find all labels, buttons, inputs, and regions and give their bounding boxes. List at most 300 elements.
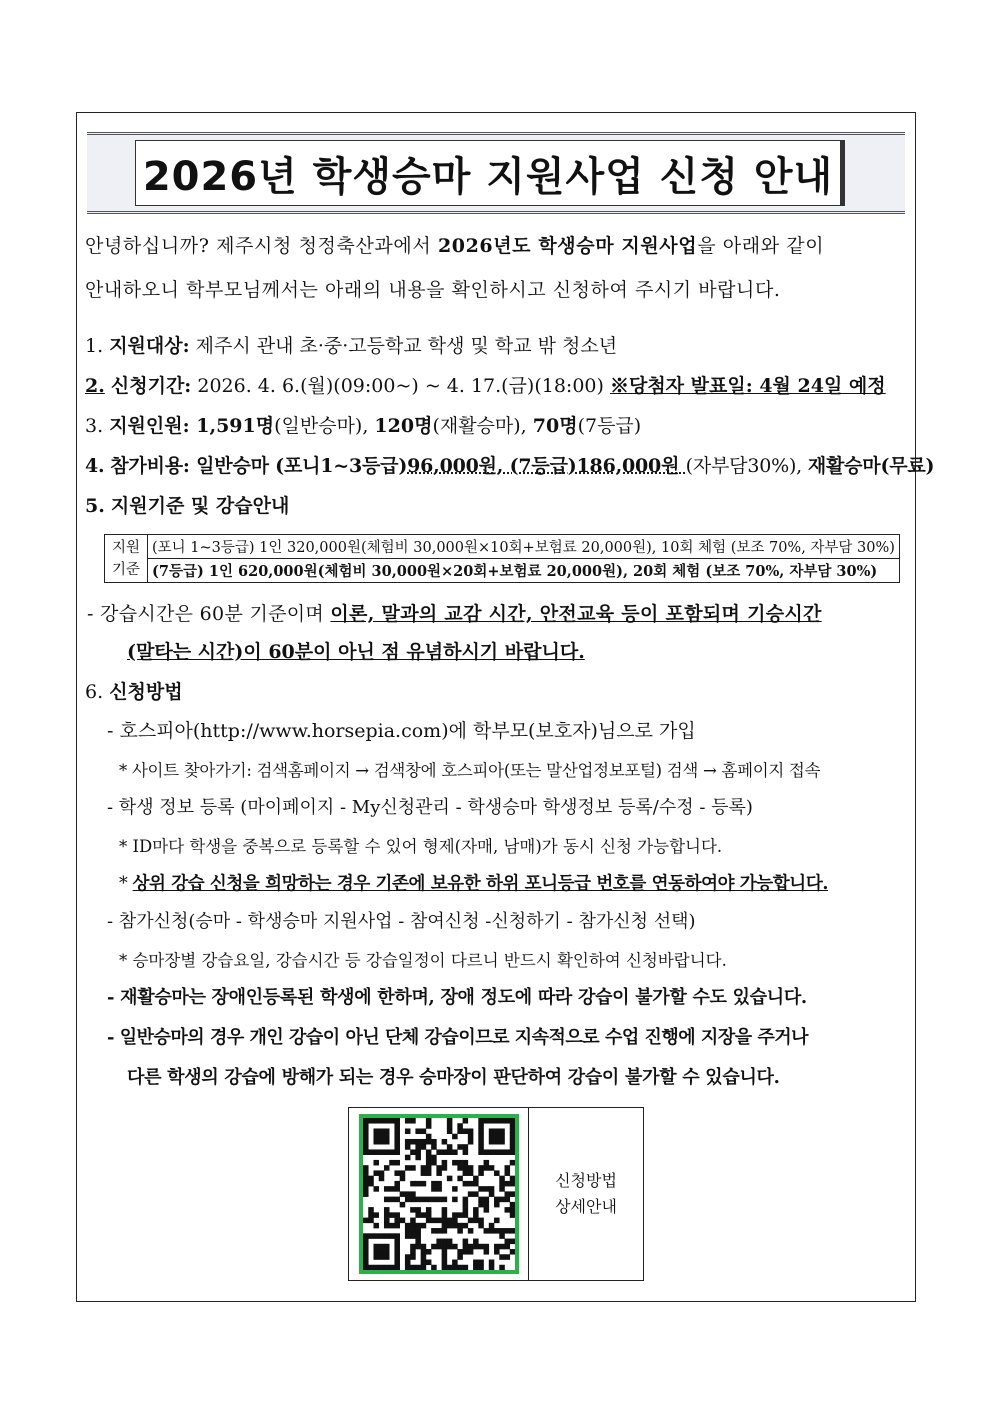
method-line-10: 다른 학생의 강습에 방해가 되는 경우 승마장이 판단하여 강습이 불가할 수 있습니다. xyxy=(127,1067,780,1088)
qr-module xyxy=(410,1249,416,1255)
qr-module xyxy=(373,1149,379,1155)
qr-module xyxy=(478,1165,484,1171)
qr-module xyxy=(446,1218,452,1224)
qr-module xyxy=(420,1223,426,1229)
qr-module xyxy=(441,1244,447,1250)
qr-module xyxy=(462,1265,468,1270)
qr-module xyxy=(410,1191,416,1197)
qr-module xyxy=(499,1228,505,1234)
title-box xyxy=(135,140,845,206)
qr-module xyxy=(363,1265,369,1270)
qr-module xyxy=(494,1149,500,1155)
qr-module xyxy=(425,1207,431,1213)
qr-module xyxy=(420,1197,426,1203)
qr-module xyxy=(394,1260,400,1266)
qr-module xyxy=(363,1244,369,1250)
qr-module xyxy=(494,1134,500,1140)
qr-module xyxy=(404,1144,410,1150)
qr-module xyxy=(368,1218,374,1224)
qr-module xyxy=(462,1144,468,1150)
qr-module xyxy=(415,1212,421,1218)
qr-module xyxy=(483,1149,489,1155)
qr-module xyxy=(483,1202,489,1208)
page-title: 2026년 학생승마 지원사업 신청 안내 xyxy=(142,153,834,200)
qr-module xyxy=(394,1233,400,1239)
qr-module xyxy=(509,1249,514,1255)
qr-module xyxy=(410,1244,416,1250)
lesson-line-2: (말타는 시간)이 60분이 아닌 점 유념하시기 바랍니다. xyxy=(127,641,585,663)
qr-module xyxy=(394,1160,400,1166)
qr-module xyxy=(452,1160,458,1166)
qr-module xyxy=(488,1139,494,1145)
qr-module xyxy=(467,1244,473,1250)
qr-module xyxy=(436,1170,442,1176)
method-line-7: * 승마장별 강습요일, 강습시간 등 강습일정이 다르니 반드시 확인하여 신청바랍니다. xyxy=(119,951,727,970)
qr-module xyxy=(436,1197,442,1203)
qr-module xyxy=(478,1202,484,1208)
qr-module xyxy=(499,1186,505,1192)
qr-module xyxy=(452,1197,458,1203)
qr-module xyxy=(363,1191,369,1197)
qr-module xyxy=(494,1244,500,1250)
qr-module xyxy=(436,1149,442,1155)
qr-module xyxy=(483,1249,489,1255)
qr-module xyxy=(383,1149,389,1155)
qr-module xyxy=(383,1134,389,1140)
qr-module xyxy=(399,1170,405,1176)
qr-module xyxy=(420,1128,426,1134)
qr-module xyxy=(415,1139,421,1145)
qr-module xyxy=(373,1139,379,1145)
qr-module xyxy=(504,1244,510,1250)
qr-module xyxy=(494,1170,500,1176)
qr-module xyxy=(420,1144,426,1150)
qr-module xyxy=(378,1176,384,1182)
qr-module xyxy=(436,1186,442,1192)
qr-module xyxy=(383,1233,389,1239)
qr-module xyxy=(488,1228,494,1234)
item-people: 3. 지원인원: 1,591명(일반승마), 120명(재활승마), 70명(7등급) xyxy=(85,415,642,437)
qr-module xyxy=(383,1249,389,1255)
criteria-row-2 xyxy=(105,559,900,583)
qr-module xyxy=(499,1254,505,1260)
qr-module xyxy=(425,1212,431,1218)
qr-module xyxy=(473,1260,479,1266)
qr-module xyxy=(394,1223,400,1229)
qr-module xyxy=(363,1233,369,1239)
qr-module xyxy=(436,1181,442,1187)
qr-module xyxy=(494,1249,500,1255)
item-criteria-heading: 5. 지원기준 및 강습안내 xyxy=(85,495,290,517)
qr-module xyxy=(504,1207,510,1213)
qr-module xyxy=(457,1254,463,1260)
qr-module xyxy=(462,1249,468,1255)
qr-module xyxy=(441,1149,447,1155)
qr-module xyxy=(473,1239,479,1245)
qr-module xyxy=(441,1207,447,1213)
criteria-label: 지원 기준 xyxy=(105,535,148,583)
qr-module xyxy=(420,1139,426,1145)
qr-module xyxy=(441,1218,447,1224)
method-line-8: - 재활승마는 장애인등록된 학생에 한하며, 장애 정도에 따라 강습이 불가할 수도 있습니다. xyxy=(107,987,807,1008)
qr-module xyxy=(446,1265,452,1270)
qr-module xyxy=(373,1160,379,1166)
method-line-2: * 사이트 찾아가기: 검색홈페이지 → 검색창에 호스피아(또는 말산업정보포털) 검색 → 홈페이지 접속 xyxy=(119,761,821,780)
qr-module xyxy=(488,1128,494,1134)
notice-frame xyxy=(76,112,935,1302)
qr-module xyxy=(462,1244,468,1250)
method-heading: 6. 신청방법 xyxy=(85,681,183,703)
qr-module xyxy=(399,1218,405,1224)
qr-module xyxy=(425,1260,431,1266)
qr-module xyxy=(504,1239,510,1245)
qr-module xyxy=(499,1139,505,1145)
qr-module xyxy=(446,1123,452,1129)
qr-module xyxy=(394,1197,400,1203)
qr-module xyxy=(404,1139,410,1145)
qr-module xyxy=(404,1155,410,1161)
qr-module xyxy=(462,1170,468,1176)
qr-module xyxy=(373,1249,379,1255)
qr-module xyxy=(404,1128,410,1134)
qr-module xyxy=(378,1249,384,1255)
qr-module xyxy=(363,1123,369,1129)
qr-module xyxy=(368,1176,374,1182)
qr-module xyxy=(499,1181,505,1187)
qr-module xyxy=(504,1254,510,1260)
qr-module xyxy=(509,1228,514,1234)
qr-module xyxy=(383,1128,389,1134)
qr-module xyxy=(483,1186,489,1192)
qr-module xyxy=(420,1254,426,1260)
qr-module xyxy=(389,1212,395,1218)
qr-module xyxy=(363,1218,369,1224)
qr-module xyxy=(509,1207,514,1213)
qr-module xyxy=(378,1254,384,1260)
qr-module xyxy=(478,1134,484,1140)
qr-module xyxy=(504,1181,510,1187)
qr-module xyxy=(478,1260,484,1266)
qr-module xyxy=(410,1139,416,1145)
qr-module xyxy=(441,1197,447,1203)
qr-module xyxy=(404,1260,410,1266)
qr-module xyxy=(467,1181,473,1187)
qr-module xyxy=(499,1128,505,1134)
qr-module xyxy=(394,1123,400,1129)
method-line-5: * 상위 강습 신청을 희망하는 경우 기존에 보유한 하위 포니등급 번호를 연동하여야 가능합니다. xyxy=(119,874,829,894)
qr-module xyxy=(410,1181,416,1187)
qr-module xyxy=(488,1134,494,1140)
qr-module xyxy=(425,1134,431,1140)
qr-module xyxy=(509,1160,514,1166)
qr-module xyxy=(383,1212,389,1218)
lesson-line-1: - 강습시간은 60분 기준이며 이론, 말과의 교감 시간, 안전교육 등이 포함되며 기승시간 xyxy=(87,603,822,625)
qr-module xyxy=(415,1265,421,1270)
qr-module xyxy=(473,1218,479,1224)
qr-module xyxy=(467,1134,473,1140)
qr-module xyxy=(363,1134,369,1140)
qr-module xyxy=(509,1144,514,1150)
qr-module xyxy=(394,1144,400,1150)
qr-module xyxy=(363,1260,369,1266)
qr-module xyxy=(425,1218,431,1224)
qr-module xyxy=(404,1223,410,1229)
qr-module xyxy=(363,1139,369,1145)
qr-module xyxy=(425,1118,431,1124)
qr-module xyxy=(389,1223,395,1229)
criteria-cell: (포니 1~3등급) 1인 320,000원(체험비 30,000원×10회+보험료 20,000원), 10회 체험 (보조 70%, 자부담 30%) xyxy=(148,535,900,559)
qr-module xyxy=(494,1118,500,1124)
qr-module xyxy=(467,1218,473,1224)
qr-module xyxy=(404,1254,410,1260)
qr-module xyxy=(394,1249,400,1255)
criteria-row-1 xyxy=(105,535,900,559)
qr-module xyxy=(441,1212,447,1218)
qr-module xyxy=(383,1197,389,1203)
qr-module xyxy=(473,1244,479,1250)
qr-module xyxy=(383,1207,389,1213)
qr-module xyxy=(389,1118,395,1124)
qr-module xyxy=(441,1160,447,1166)
qr-module xyxy=(383,1165,389,1171)
qr-module xyxy=(410,1228,416,1234)
qr-module xyxy=(373,1265,379,1270)
qr-module xyxy=(431,1265,437,1270)
qr-module xyxy=(383,1265,389,1270)
qr-module xyxy=(462,1181,468,1187)
qr-module xyxy=(462,1128,468,1134)
qr-module xyxy=(378,1170,384,1176)
qr-module xyxy=(473,1176,479,1182)
qr-module xyxy=(394,1149,400,1155)
qr-module xyxy=(368,1149,374,1155)
qr-module xyxy=(478,1139,484,1145)
qr-module xyxy=(415,1155,421,1161)
qr-module xyxy=(431,1228,437,1234)
qr-module xyxy=(410,1233,416,1239)
qr-module xyxy=(420,1170,426,1176)
qr-module xyxy=(415,1181,421,1187)
qr-module xyxy=(462,1165,468,1171)
qr-module xyxy=(457,1123,463,1129)
qr-module xyxy=(441,1165,447,1171)
qr-module xyxy=(462,1207,468,1213)
qr-module xyxy=(499,1244,505,1250)
qr-module xyxy=(389,1160,395,1166)
qr-module xyxy=(415,1197,421,1203)
qr-module xyxy=(378,1128,384,1134)
qr-module xyxy=(446,1128,452,1134)
qr-code-icon xyxy=(363,1118,515,1270)
qr-module xyxy=(488,1118,494,1124)
qr-module xyxy=(410,1223,416,1229)
qr-module xyxy=(436,1218,442,1224)
qr-module xyxy=(394,1139,400,1145)
qr-module xyxy=(478,1244,484,1250)
title-band xyxy=(87,132,905,214)
qr-module xyxy=(373,1212,379,1218)
qr-module xyxy=(378,1139,384,1145)
qr-module xyxy=(378,1134,384,1140)
qr-module xyxy=(420,1181,426,1187)
qr-module xyxy=(473,1265,479,1270)
qr-module xyxy=(363,1181,369,1187)
qr-module xyxy=(363,1254,369,1260)
qr-module xyxy=(473,1191,479,1197)
item-target: 1. 지원대상: 제주시 관내 초·중·고등학교 학생 및 학교 밖 청소년 xyxy=(85,335,618,357)
qr-module xyxy=(462,1118,468,1124)
qr-module xyxy=(446,1223,452,1229)
qr-module xyxy=(457,1176,463,1182)
qr-module xyxy=(509,1149,514,1155)
qr-module xyxy=(415,1128,421,1134)
qr-module xyxy=(368,1207,374,1213)
qr-module xyxy=(478,1223,484,1229)
qr-module xyxy=(478,1186,484,1192)
intro-line-1: 안녕하십니까? 제주시청 청정축산과에서 2026년도 학생승마 지원사업을 아래와 같이 xyxy=(85,235,825,257)
qr-module xyxy=(404,1233,410,1239)
qr-module xyxy=(509,1239,514,1245)
qr-module xyxy=(478,1144,484,1150)
qr-module xyxy=(415,1239,421,1245)
qr-module xyxy=(483,1165,489,1171)
qr-module xyxy=(368,1181,374,1187)
qr-module xyxy=(452,1265,458,1270)
qr-module xyxy=(410,1207,416,1213)
qr-code-image[interactable] xyxy=(359,1114,519,1274)
qr-module xyxy=(478,1218,484,1224)
qr-module xyxy=(378,1265,384,1270)
qr-module xyxy=(478,1118,484,1124)
qr-module xyxy=(483,1207,489,1213)
qr-module xyxy=(425,1139,431,1145)
qr-module xyxy=(483,1228,489,1234)
qr-module xyxy=(420,1165,426,1171)
qr-module xyxy=(478,1123,484,1129)
qr-module xyxy=(394,1181,400,1187)
qr-module xyxy=(509,1134,514,1140)
qr-module xyxy=(420,1249,426,1255)
qr-module xyxy=(410,1165,416,1171)
qr-module xyxy=(373,1223,379,1229)
qr-module xyxy=(509,1181,514,1187)
qr-module xyxy=(436,1239,442,1245)
qr-module xyxy=(452,1218,458,1224)
qr-module xyxy=(373,1254,379,1260)
qr-module xyxy=(420,1265,426,1270)
qr-module xyxy=(425,1123,431,1129)
qr-module xyxy=(457,1212,463,1218)
qr-module xyxy=(452,1260,458,1266)
qr-module xyxy=(441,1260,447,1266)
qr-box xyxy=(348,1107,644,1281)
qr-module xyxy=(363,1149,369,1155)
qr-module xyxy=(446,1144,452,1150)
qr-module xyxy=(399,1202,405,1208)
method-line-6: - 참가신청(승마 - 학생승마 지원사업 - 참여신청 -신청하기 - 참가신청 선택) xyxy=(107,911,696,932)
qr-module xyxy=(483,1197,489,1203)
qr-module xyxy=(399,1191,405,1197)
qr-module xyxy=(504,1170,510,1176)
qr-module xyxy=(436,1244,442,1250)
qr-module xyxy=(441,1223,447,1229)
qr-module xyxy=(410,1218,416,1224)
qr-module xyxy=(383,1118,389,1124)
qr-module xyxy=(436,1165,442,1171)
qr-module xyxy=(478,1170,484,1176)
qr-module xyxy=(478,1128,484,1134)
qr-module xyxy=(378,1149,384,1155)
qr-module xyxy=(394,1244,400,1250)
qr-module xyxy=(457,1128,463,1134)
qr-module xyxy=(383,1139,389,1145)
qr-module xyxy=(509,1191,514,1197)
qr-module xyxy=(494,1202,500,1208)
qr-module xyxy=(494,1139,500,1145)
qr-module xyxy=(389,1149,395,1155)
qr-module xyxy=(478,1197,484,1203)
qr-module xyxy=(467,1249,473,1255)
qr-module xyxy=(499,1197,505,1203)
qr-module xyxy=(410,1118,416,1124)
qr-module xyxy=(394,1186,400,1192)
qr-module xyxy=(368,1212,374,1218)
qr-module xyxy=(425,1170,431,1176)
qr-module xyxy=(394,1170,400,1176)
qr-module xyxy=(509,1202,514,1208)
qr-module xyxy=(399,1176,405,1182)
qr-module xyxy=(457,1265,463,1270)
qr-module xyxy=(415,1233,421,1239)
qr-module xyxy=(457,1144,463,1150)
method-line-4: * ID마다 학생을 중복으로 등록할 수 있어 형제(자매, 남매)가 동시 신청 가능합니다. xyxy=(119,837,723,856)
qr-module xyxy=(446,1118,452,1124)
qr-module xyxy=(488,1191,494,1197)
qr-module xyxy=(473,1212,479,1218)
qr-module xyxy=(389,1233,395,1239)
qr-module xyxy=(378,1244,384,1250)
qr-module xyxy=(368,1265,374,1270)
qr-module xyxy=(425,1149,431,1155)
qr-module xyxy=(394,1218,400,1224)
qr-module xyxy=(431,1244,437,1250)
qr-module xyxy=(499,1118,505,1124)
qr-module xyxy=(473,1181,479,1187)
qr-module xyxy=(394,1134,400,1140)
qr-module xyxy=(504,1228,510,1234)
qr-module xyxy=(425,1249,431,1255)
qr-module xyxy=(410,1197,416,1203)
qr-module xyxy=(420,1212,426,1218)
qr-module xyxy=(363,1128,369,1134)
qr-module xyxy=(509,1212,514,1218)
qr-module xyxy=(462,1202,468,1208)
qr-module xyxy=(504,1165,510,1171)
qr-module xyxy=(462,1197,468,1203)
qr-module xyxy=(488,1265,494,1270)
qr-module xyxy=(373,1186,379,1192)
qr-module xyxy=(373,1233,379,1239)
qr-module xyxy=(373,1244,379,1250)
qr-module xyxy=(499,1149,505,1155)
qr-module xyxy=(478,1265,484,1270)
qr-module xyxy=(457,1223,463,1229)
qr-module xyxy=(504,1197,510,1203)
qr-module xyxy=(363,1165,369,1171)
qr-module xyxy=(410,1265,416,1270)
qr-module xyxy=(431,1160,437,1166)
qr-module xyxy=(467,1191,473,1197)
